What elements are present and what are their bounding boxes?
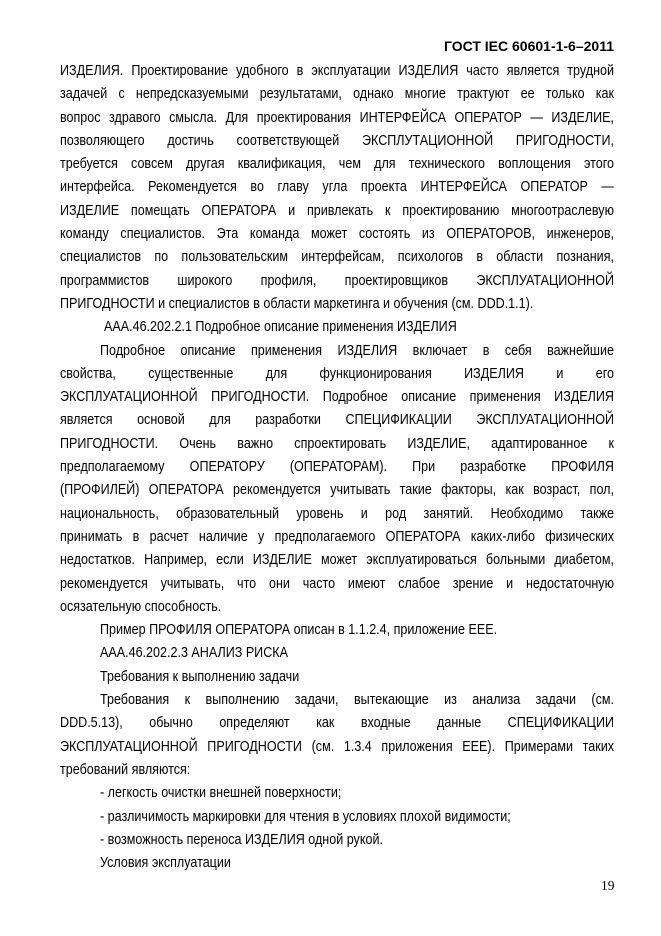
- text-line: [60, 363, 614, 386]
- text-line-content: ИЗДЕЛИЯ. Проектирование удобного в эксплуатации ИЗДЕЛИЯ часто является трудной: [60, 63, 614, 79]
- text-line-content: предполагаемому ОПЕРАТОРУ (ОПЕРАТОРАМ). При разработке ПРОФИЛЯ: [60, 459, 614, 476]
- text-line: [60, 759, 614, 782]
- text-line: [60, 433, 614, 456]
- text-line: [60, 246, 614, 269]
- text-line-content: ЭКСПЛУАТАЦИОННОЙ ПРИГОДНОСТИ (см. 1.3.4 приложения ЕЕЕ). Примерами таких: [60, 738, 614, 755]
- text-line-content: команду специалистов. Эта команда может состоять из ОПЕРАТОРОВ, инженеров,: [60, 226, 614, 243]
- text-line: [60, 293, 614, 316]
- text-line: [60, 176, 614, 199]
- text-line: [60, 479, 614, 502]
- text-line-content: Пример ПРОФИЛЯ ОПЕРАТОРА описан в 1.1.2.4, приложение ЕЕЕ.: [100, 622, 498, 639]
- text-line: [60, 736, 614, 759]
- text-line: [60, 270, 614, 293]
- text-line-content: Требования к выполнению задачи, вытекающие из анализа задачи (см.: [100, 692, 614, 709]
- standard-header: ГОСТ IEC 60601-1-6–2011: [443, 38, 614, 54]
- text-line: [60, 526, 614, 549]
- text-line: [60, 107, 614, 130]
- text-line-content: свойства, существенные для функционирования ИЗДЕЛИЯ и его: [60, 365, 614, 382]
- text-line: [60, 806, 614, 829]
- text-line-content: недостатков. Например, если ИЗДЕЛИЕ может эксплуатироваться больными диабетом,: [60, 552, 614, 569]
- text-line: [60, 829, 614, 852]
- text-line-content: задачей с непредсказуемыми результатами, однако многие трактуют ее только как: [60, 86, 614, 103]
- text-line: [60, 666, 614, 689]
- text-line: [60, 852, 614, 875]
- text-line: [60, 153, 614, 176]
- text-line: [60, 619, 614, 642]
- text-line-content: рекомендуется учитывать, что они часто имеют слабое зрение и недостаточную: [60, 575, 614, 592]
- text-line: [60, 573, 614, 596]
- text-line: [60, 130, 614, 153]
- text-line: [60, 340, 614, 363]
- text-line: [60, 782, 614, 805]
- text-line: [60, 596, 614, 619]
- text-line-content: интерфейса. Рекомендуется во главу угла проекта ИНТЕРФЕЙСА ОПЕРАТОР —: [60, 179, 614, 196]
- text-line-content: ААА.46.202.2.1 Подробное описание применения ИЗДЕЛИЯ: [104, 319, 457, 336]
- text-line-content: ЭКСПЛУАТАЦИОННОЙ ПРИГОДНОСТИ. Подробное описание применения ИЗДЕЛИЯ: [60, 389, 614, 406]
- text-line: [60, 549, 614, 572]
- text-line-content: Требования к выполнению задачи: [100, 668, 300, 685]
- text-line-content: позволяющего достичь соответствующей ЭКСПЛУТАЦИОННОЙ ПРИГОДНОСТИ,: [60, 132, 614, 149]
- text-line: [60, 200, 614, 223]
- text-line-content: вопрос здравого смысла. Для проектирования ИНТЕРФЕЙСА ОПЕРАТОР — ИЗДЕЛИЕ,: [60, 109, 614, 126]
- text-line: [60, 83, 614, 106]
- text-line-content: - различимость маркировки для чтения в условиях плохой видимости;: [100, 808, 511, 825]
- text-line-content: требований являются:: [60, 761, 191, 778]
- text-line: [60, 712, 614, 735]
- text-line-content: специалистов по пользовательским интерфейсам, психологов в области познания,: [60, 249, 614, 266]
- text-line: [60, 689, 614, 712]
- text-line: [60, 316, 614, 339]
- text-line: [60, 60, 614, 83]
- text-line-content: требуется совсем другая квалификация, чем для технического воплощения этого: [60, 156, 614, 173]
- text-line: [60, 456, 614, 479]
- text-line-content: программистов широкого профиля, проектировщиков ЭКСПЛУАТАЦИОННОЙ: [60, 272, 614, 289]
- text-line-content: Подробное описание применения ИЗДЕЛИЯ включает в себя важнейшие: [100, 342, 614, 359]
- text-line-content: национальность, образовательный уровень и род занятий. Необходимо также: [60, 505, 614, 522]
- text-line-content: является основой для разработки СПЕЦИФИКАЦИИ ЭКСПЛУАТАЦИОННОЙ: [60, 412, 614, 429]
- document-body: [60, 60, 614, 875]
- text-line-content: Условия эксплуатации: [100, 855, 231, 872]
- text-line-content: DDD.5.13), обычно определяют как входные данные СПЕЦИФИКАЦИИ: [60, 715, 614, 732]
- text-line-content: принимать в расчет наличие у предполагаемого ОПЕРАТОРА каких-либо физических: [60, 528, 614, 545]
- text-line-content: ПРИГОДНОСТИ. Очень важно спроектировать ИЗДЕЛИЕ, адаптированное к: [60, 435, 614, 452]
- text-line-content: осязательную способность.: [60, 598, 222, 615]
- text-line: [60, 223, 614, 246]
- text-line: [60, 642, 614, 665]
- text-line: [60, 503, 614, 526]
- text-line-content: - возможность переноса ИЗДЕЛИЯ одной рукой.: [100, 831, 383, 848]
- text-line: [60, 386, 614, 409]
- text-line-content: ААА.46.202.2.3 АНАЛИЗ РИСКА: [100, 645, 288, 662]
- page-number: 19: [601, 878, 615, 893]
- text-line-content: ИЗДЕЛИЕ помещать ОПЕРАТОРА и привлекать к проектированию многоотраслевую: [60, 202, 614, 219]
- text-line-content: (ПРОФИЛЕЙ) ОПЕРАТОРА рекомендуется учитывать такие факторы, как возраст, пол,: [60, 482, 614, 499]
- text-line: [60, 409, 614, 432]
- text-line-content: - легкость очистки внешней поверхности;: [100, 785, 342, 802]
- text-line-content: ПРИГОДНОСТИ и специалистов в области маркетинга и обучения (см. DDD.1.1).: [60, 295, 534, 312]
